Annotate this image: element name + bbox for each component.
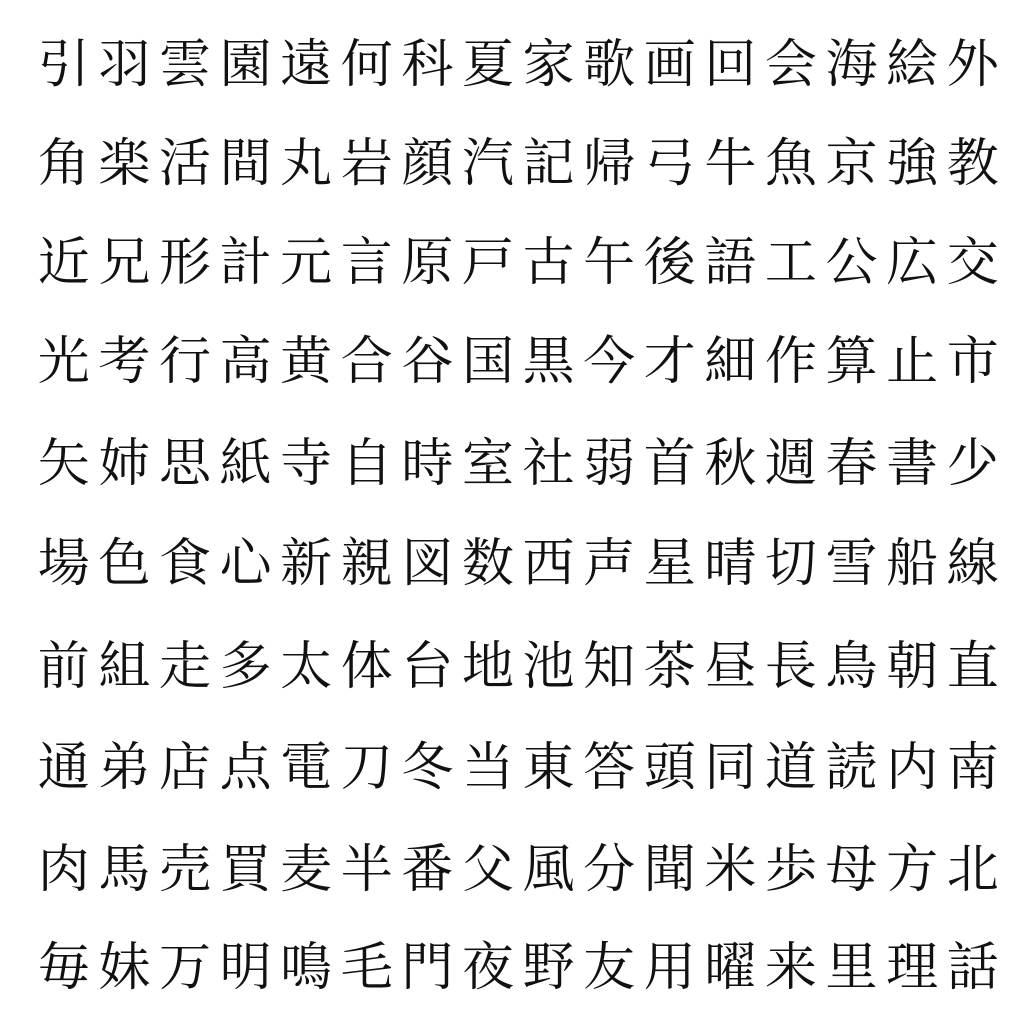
kanji-char: 東 (522, 738, 575, 798)
kanji-char: 古 (522, 233, 575, 293)
kanji-char: 兄 (98, 233, 151, 293)
kanji-row-2 (34, 124, 1006, 204)
kanji-char: 万 (158, 938, 211, 998)
kanji-char: 強 (886, 134, 939, 194)
kanji-char: 朝 (886, 637, 939, 697)
kanji-char: 体 (340, 637, 393, 697)
kanji-char: 広 (886, 233, 939, 293)
kanji-char: 鳥 (825, 637, 878, 697)
kanji-char: 直 (946, 637, 999, 697)
kanji-row-7 (34, 627, 1006, 707)
kanji-char: 用 (643, 938, 696, 998)
kanji-char: 思 (158, 434, 211, 494)
kanji-char: 後 (643, 233, 696, 293)
kanji-char: 国 (461, 332, 514, 392)
kanji-char: 家 (522, 35, 575, 95)
kanji-char: 矢 (37, 434, 90, 494)
kanji-char: 高 (219, 332, 272, 392)
kanji-row-8 (34, 728, 1006, 808)
kanji-char: 考 (98, 332, 151, 392)
kanji-char: 聞 (643, 840, 696, 900)
kanji-char: 科 (401, 35, 454, 95)
kanji-char: 弓 (643, 134, 696, 194)
kanji-char: 太 (280, 637, 333, 697)
kanji-char: 楽 (98, 134, 151, 194)
kanji-char: 園 (219, 35, 272, 95)
kanji-char: 心 (219, 534, 272, 594)
kanji-char: 馬 (98, 840, 151, 900)
kanji-char: 自 (340, 434, 393, 494)
kanji-char: 北 (946, 840, 999, 900)
kanji-char: 切 (764, 534, 817, 594)
kanji-char: 黄 (280, 332, 333, 392)
kanji-char: 岩 (340, 134, 393, 194)
kanji-char: 秋 (704, 434, 757, 494)
kanji-char: 南 (946, 738, 999, 798)
kanji-char: 魚 (764, 134, 817, 194)
kanji-char: 内 (886, 738, 939, 798)
kanji-char: 計 (219, 233, 272, 293)
kanji-char: 会 (764, 35, 817, 95)
kanji-char: 書 (886, 434, 939, 494)
kanji-char: 線 (946, 534, 999, 594)
kanji-char: 顔 (401, 134, 454, 194)
kanji-char: 知 (583, 637, 636, 697)
kanji-char: 間 (219, 134, 272, 194)
kanji-char: 午 (583, 233, 636, 293)
kanji-char: 弟 (98, 738, 151, 798)
kanji-row-10 (34, 928, 1006, 1008)
kanji-char: 寺 (280, 434, 333, 494)
kanji-char: 元 (280, 233, 333, 293)
kanji-char: 鳴 (280, 938, 333, 998)
kanji-char: 米 (704, 840, 757, 900)
kanji-char: 週 (764, 434, 817, 494)
kanji-char: 母 (825, 840, 878, 900)
kanji-char: 画 (643, 35, 696, 95)
kanji-char: 京 (825, 134, 878, 194)
kanji-char: 茶 (643, 637, 696, 697)
kanji-char: 室 (461, 434, 514, 494)
kanji-char: 読 (825, 738, 878, 798)
kanji-char: 首 (643, 434, 696, 494)
kanji-char: 止 (886, 332, 939, 392)
kanji-char: 答 (583, 738, 636, 798)
kanji-char: 野 (522, 938, 575, 998)
kanji-char: 親 (340, 534, 393, 594)
kanji-char: 合 (340, 332, 393, 392)
kanji-char: 少 (946, 434, 999, 494)
kanji-char: 多 (219, 637, 272, 697)
kanji-char: 公 (825, 233, 878, 293)
kanji-char: 遠 (280, 35, 333, 95)
kanji-char: 方 (886, 840, 939, 900)
kanji-char: 風 (522, 840, 575, 900)
kanji-char: 帰 (583, 134, 636, 194)
kanji-char: 店 (158, 738, 211, 798)
kanji-char: 毎 (37, 938, 90, 998)
kanji-char: 点 (219, 738, 272, 798)
kanji-char: 昼 (704, 637, 757, 697)
kanji-char: 妹 (98, 938, 151, 998)
kanji-row-9 (34, 830, 1006, 910)
kanji-char: 羽 (98, 35, 151, 95)
kanji-char: 曜 (704, 938, 757, 998)
kanji-char: 肉 (37, 840, 90, 900)
kanji-char: 角 (37, 134, 90, 194)
kanji-char: 西 (522, 534, 575, 594)
kanji-char: 春 (825, 434, 878, 494)
kanji-char: 冬 (401, 738, 454, 798)
kanji-char: 今 (583, 332, 636, 392)
kanji-char: 丸 (280, 134, 333, 194)
kanji-char: 原 (401, 233, 454, 293)
kanji-char: 場 (37, 534, 90, 594)
kanji-char: 友 (583, 938, 636, 998)
kanji-char: 雪 (825, 534, 878, 594)
kanji-char: 何 (340, 35, 393, 95)
kanji-char: 引 (37, 35, 90, 95)
kanji-char: 番 (401, 840, 454, 900)
kanji-char: 麦 (280, 840, 333, 900)
kanji-char: 夜 (461, 938, 514, 998)
kanji-char: 頭 (643, 738, 696, 798)
kanji-char: 理 (886, 938, 939, 998)
kanji-row-5 (34, 424, 1006, 504)
kanji-char: 外 (946, 35, 999, 95)
kanji-char: 話 (946, 938, 999, 998)
kanji-char: 回 (704, 35, 757, 95)
kanji-char: 記 (522, 134, 575, 194)
kanji-char: 数 (461, 534, 514, 594)
kanji-char: 光 (37, 332, 90, 392)
kanji-char: 台 (401, 637, 454, 697)
kanji-char: 汽 (461, 134, 514, 194)
kanji-char: 語 (704, 233, 757, 293)
kanji-char: 売 (158, 840, 211, 900)
kanji-char: 船 (886, 534, 939, 594)
kanji-char: 池 (522, 637, 575, 697)
kanji-row-6 (34, 524, 1006, 604)
kanji-char: 電 (280, 738, 333, 798)
kanji-char: 刀 (340, 738, 393, 798)
kanji-char: 歩 (764, 840, 817, 900)
kanji-char: 図 (401, 534, 454, 594)
kanji-char: 算 (825, 332, 878, 392)
kanji-char: 新 (280, 534, 333, 594)
kanji-char: 社 (522, 434, 575, 494)
kanji-char: 形 (158, 233, 211, 293)
kanji-char: 里 (825, 938, 878, 998)
kanji-char: 星 (643, 534, 696, 594)
kanji-char: 走 (158, 637, 211, 697)
kanji-char: 通 (37, 738, 90, 798)
kanji-char: 細 (704, 332, 757, 392)
kanji-char: 雲 (158, 35, 211, 95)
kanji-char: 半 (340, 840, 393, 900)
kanji-char: 前 (37, 637, 90, 697)
kanji-char: 長 (764, 637, 817, 697)
kanji-char: 門 (401, 938, 454, 998)
kanji-char: 買 (219, 840, 272, 900)
kanji-char: 色 (98, 534, 151, 594)
kanji-char: 才 (643, 332, 696, 392)
kanji-char: 夏 (461, 35, 514, 95)
kanji-char: 晴 (704, 534, 757, 594)
kanji-char: 絵 (886, 35, 939, 95)
kanji-char: 戸 (461, 233, 514, 293)
kanji-char: 毛 (340, 938, 393, 998)
kanji-char: 時 (401, 434, 454, 494)
kanji-char: 来 (764, 938, 817, 998)
kanji-char: 工 (764, 233, 817, 293)
kanji-char: 同 (704, 738, 757, 798)
kanji-char: 黒 (522, 332, 575, 392)
kanji-char: 行 (158, 332, 211, 392)
kanji-char: 歌 (583, 35, 636, 95)
kanji-char: 活 (158, 134, 211, 194)
kanji-char: 組 (98, 637, 151, 697)
kanji-char: 道 (764, 738, 817, 798)
kanji-row-4 (34, 322, 1006, 402)
kanji-char: 食 (158, 534, 211, 594)
kanji-char: 近 (37, 233, 90, 293)
kanji-char: 弱 (583, 434, 636, 494)
kanji-char: 谷 (401, 332, 454, 392)
kanji-char: 市 (946, 332, 999, 392)
kanji-row-3 (34, 223, 1006, 303)
kanji-char: 言 (340, 233, 393, 293)
kanji-char: 当 (461, 738, 514, 798)
kanji-char: 父 (461, 840, 514, 900)
kanji-char: 海 (825, 35, 878, 95)
kanji-row-1 (34, 25, 1006, 105)
kanji-char: 作 (764, 332, 817, 392)
kanji-char: 紙 (219, 434, 272, 494)
kanji-char: 分 (583, 840, 636, 900)
kanji-char: 声 (583, 534, 636, 594)
kanji-char: 明 (219, 938, 272, 998)
kanji-char: 交 (946, 233, 999, 293)
kanji-char: 教 (946, 134, 999, 194)
kanji-char: 牛 (704, 134, 757, 194)
kanji-char: 姉 (98, 434, 151, 494)
kanji-char: 地 (461, 637, 514, 697)
